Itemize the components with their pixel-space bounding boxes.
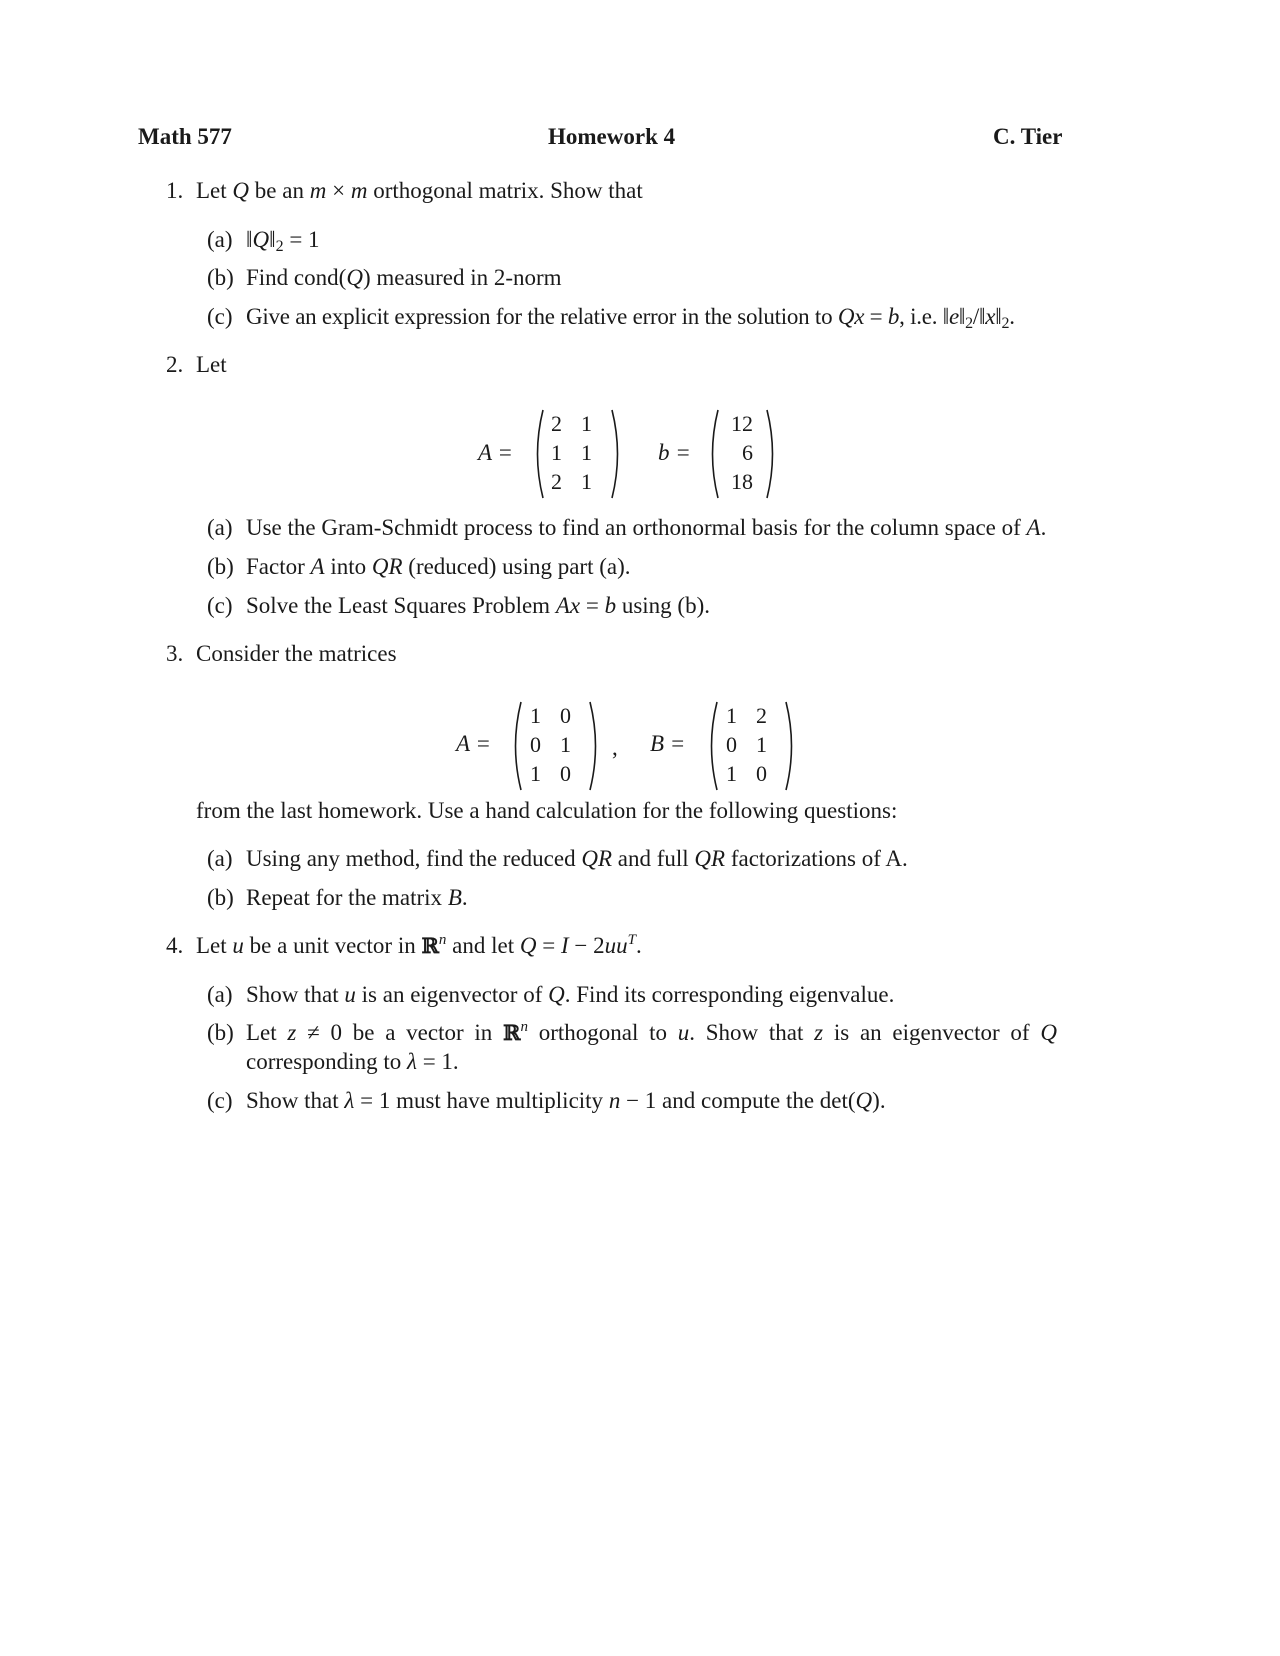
problem-2c-text: Solve the Least Squares Problem Ax = b using (b). <box>246 593 710 618</box>
problem-4c-label: (c) <box>207 1088 233 1113</box>
problem-2b-label: (b) <box>207 554 234 579</box>
matrix-cell: 1 <box>726 761 737 786</box>
problem-4c-text: Show that λ = 1 must have multiplicity n − 1 and compute the det(Q). <box>246 1088 886 1113</box>
matrix-cell: 1 <box>530 761 541 786</box>
matrix-cell: 2 <box>551 469 562 494</box>
right-paren <box>587 700 603 792</box>
problem-1c-text: Give an explicit expression for the relative error in the solution to Qx = b, i.e. ‖e‖2/‖x‖2. <box>246 304 1015 332</box>
problem-4b-text-line1: Let z ≠ 0 be a vector in ℝ$^n$ orthogonal to u. Show that z is an eigenvector of Q <box>246 1019 1057 1045</box>
problem-2-lead: Let <box>196 352 227 377</box>
left-paren <box>705 408 721 500</box>
matrix-cell: 2 <box>551 411 562 436</box>
problem-4b-text-line2: corresponding to λ = 1. <box>246 1049 459 1074</box>
problem-4a-label: (a) <box>207 982 233 1007</box>
matrix-cell: 1 <box>581 469 592 494</box>
matrix-B <box>704 700 799 792</box>
problem-1b-label: (b) <box>207 265 234 290</box>
matrix-A-label: A = <box>478 440 513 465</box>
problem-3-number: 3. <box>166 641 184 666</box>
problem-1-number: 1. <box>166 178 184 203</box>
matrix-cell: 1 <box>581 440 592 465</box>
problem-2-number: 2. <box>166 352 184 377</box>
right-paren <box>783 700 799 792</box>
vector-b-label: b = <box>658 440 691 465</box>
matrix-cell: 0 <box>530 732 541 757</box>
problem-1a-text: ‖Q‖2 = 1 <box>246 227 320 255</box>
problem-2a-label: (a) <box>207 515 233 540</box>
matrix-A <box>530 408 625 500</box>
vector-b <box>705 408 780 500</box>
matrix-cell: 0 <box>726 732 737 757</box>
problem-4-number: 4. <box>166 933 184 958</box>
problem-1a-label: (a) <box>207 227 233 252</box>
problem-1c-label: (c) <box>207 304 233 329</box>
vector-cell: 12 <box>731 411 753 436</box>
course-name: Math 577 <box>138 124 232 149</box>
author-name: C. Tier <box>993 124 1063 149</box>
matrix-cell: 1 <box>756 732 767 757</box>
problem-3b-text: Repeat for the matrix B. <box>246 885 468 910</box>
problem-4b-label: (b) <box>207 1020 234 1045</box>
problem-2b-text: Factor A into QR (reduced) using part (a). <box>246 554 631 579</box>
matrix-cell: 0 <box>560 761 571 786</box>
problem-3-lead: Consider the matrices <box>196 641 397 666</box>
problem-2a-text: Use the Gram-Schmidt process to find an orthonormal basis for the column space of A. <box>246 515 1047 540</box>
problem-3-after-text: from the last homework. Use a hand calculation for the following questions: <box>196 798 898 823</box>
homework-title: Homework 4 <box>548 124 676 149</box>
matrix-cell: 1 <box>530 703 541 728</box>
matrix-cell: 0 <box>560 703 571 728</box>
right-paren <box>764 408 780 500</box>
matrix-A-label: A = <box>456 731 491 756</box>
vector-cell: 18 <box>731 469 753 494</box>
matrix-cell: 1 <box>560 732 571 757</box>
matrix-separator: , <box>612 735 618 760</box>
problem-3b-label: (b) <box>207 885 234 910</box>
problem-2c-label: (c) <box>207 593 233 618</box>
matrix-cell: 1 <box>726 703 737 728</box>
matrix-cell: 1 <box>551 440 562 465</box>
problem-1-statement: Let Q be an m × m orthogonal matrix. Show that <box>196 178 643 203</box>
matrix-cell: 1 <box>581 411 592 436</box>
problem-4a-text: Show that u is an eigenvector of Q. Find its corresponding eigenvalue. <box>246 982 895 1007</box>
matrix-cell: 2 <box>756 703 767 728</box>
matrix-A <box>508 700 603 792</box>
problem-3a-text: Using any method, find the reduced QR and full QR factorizations of A. <box>246 846 908 871</box>
matrix-B-label: B = <box>650 731 686 756</box>
matrix-cell: 0 <box>756 761 767 786</box>
problem-1b-text: Find cond(Q) measured in 2-norm <box>246 265 562 290</box>
vector-cell: 6 <box>742 440 753 465</box>
right-paren <box>609 408 625 500</box>
problem-3a-label: (a) <box>207 846 233 871</box>
problem-4-statement: Let u be a unit vector in ℝ$^n$ and let $Q = I - 2uu^T$. <box>196 932 642 958</box>
